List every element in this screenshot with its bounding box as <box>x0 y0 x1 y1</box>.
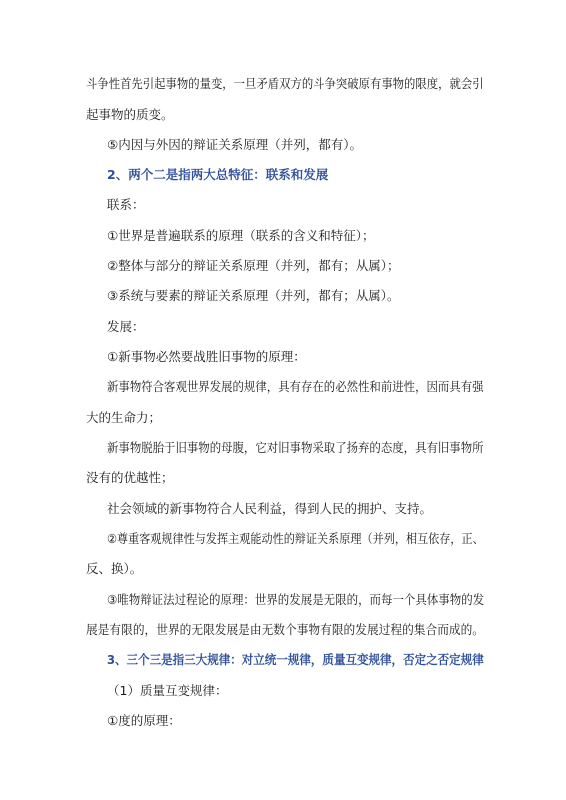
text-line-10: ①新事物必然要战胜旧事物的原理： <box>107 349 306 364</box>
text-line-18: ③唯物辩证法过程论的原理：世界的发展是无限的，而每一个具体事物的发 <box>107 592 485 607</box>
text-line-7: ②整体与部分的辩证关系原理（并列，都有；从属）； <box>107 258 400 273</box>
text-line-11: 新事物符合客观世界发展的规律，具有存在的必然性和前进性，因而具有强 <box>107 379 484 394</box>
text-line-5: 联系： <box>107 197 145 212</box>
text-line-2: 起事物的质变。 <box>86 107 174 122</box>
text-line-9: 发展： <box>107 319 145 334</box>
text-line-3: ⑤内因与外因的辩证关系原理（并列，都有）。 <box>107 137 362 152</box>
text-line-6: ①世界是普遍联系的原理（联系的含义和特征）； <box>107 228 375 243</box>
text-line-19: 展是有限的，世界的无限发展是由无数个事物有限的发展过程的集合而成的。 <box>86 622 485 637</box>
text-line-14: 没有的优越性； <box>86 470 174 485</box>
text-line-15: 社会领域的新事物符合人民利益，得到人民的拥护、支持。 <box>107 501 433 516</box>
text-line-12: 大的生命力； <box>86 410 162 425</box>
text-line-8: ③系统与要素的辩证关系原理（并列，都有；从属）。 <box>107 288 400 303</box>
text-line-16: ②尊重客观规律性与发挥主观能动性的辩证关系原理（并列，相互依存，正、 <box>107 531 484 546</box>
section-heading-2: 2、两个二是指两大总特征：联系和发展 <box>107 167 329 182</box>
section-heading-3: 3、三个三是指三大规律：对立统一规律，质量互变规律，否定之否定规律 <box>107 652 484 667</box>
text-line-1: 斗争性首先引起事物的量变，一旦矛盾双方的斗争突破原有事物的限度，就会引 <box>86 76 484 91</box>
text-line-22: ①度的原理： <box>107 713 181 728</box>
text-line-13: 新事物脱胎于旧事物的母腹，它对旧事物采取了扬弃的态度，具有旧事物所 <box>107 440 484 455</box>
text-line-17: 反、换）。 <box>86 561 143 576</box>
text-line-21: （1）质量互变规律： <box>107 683 228 698</box>
